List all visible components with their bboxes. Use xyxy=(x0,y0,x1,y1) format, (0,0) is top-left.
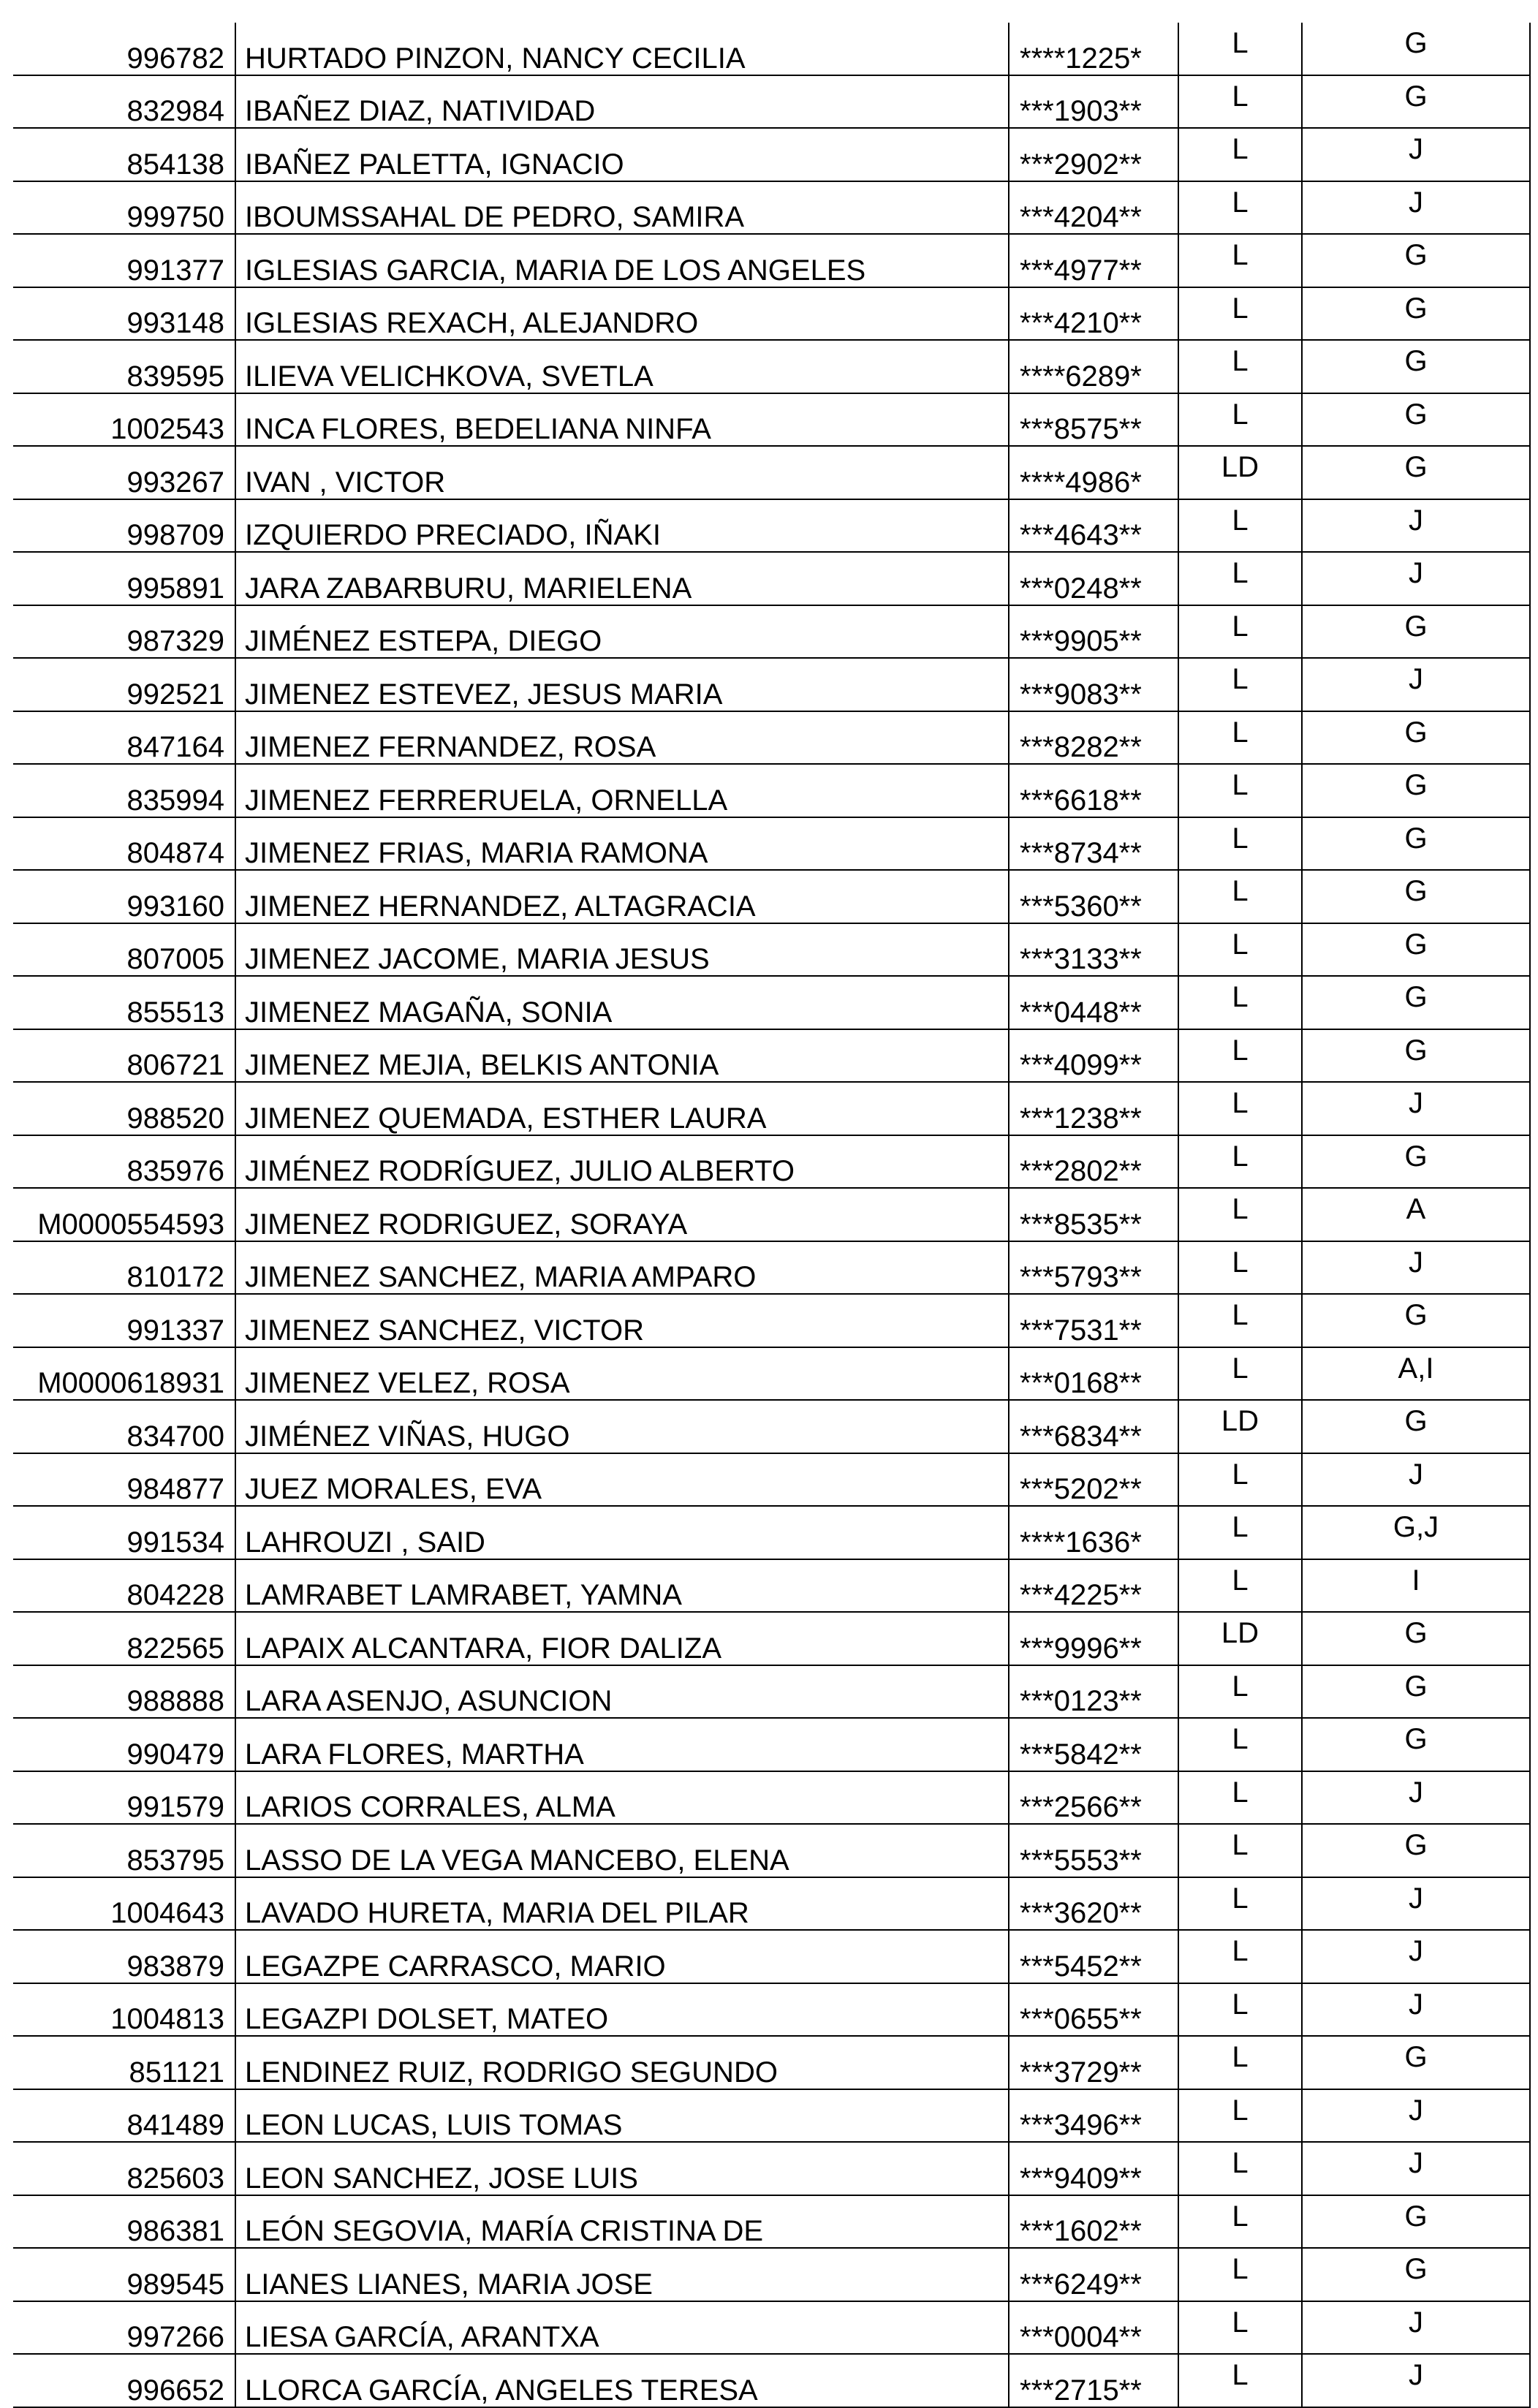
masked-document-cell: ****1636* xyxy=(1009,1506,1178,1559)
table-row xyxy=(13,2195,1530,2249)
group-code-cell: G xyxy=(1302,1400,1530,1453)
type-code-cell: L xyxy=(1178,1559,1302,1613)
masked-document-cell: ***4210** xyxy=(1009,287,1178,341)
registration-id-cell: 986381 xyxy=(13,2195,235,2249)
group-code-cell: J xyxy=(1302,499,1530,553)
type-code-cell: L xyxy=(1178,976,1302,1029)
registration-id-cell: 991337 xyxy=(13,1294,235,1347)
masked-document-cell: ***1903** xyxy=(1009,75,1178,129)
full-name-cell: LEON SANCHEZ, JOSE LUIS xyxy=(235,2142,1009,2195)
masked-document-cell: ***5553** xyxy=(1009,1824,1178,1877)
type-code-cell: L xyxy=(1178,1771,1302,1825)
registration-id-cell: 853795 xyxy=(13,1824,235,1877)
masked-document-cell: ***1238** xyxy=(1009,1082,1178,1135)
group-code-cell: G xyxy=(1302,1665,1530,1719)
table-row xyxy=(13,128,1530,181)
table-row xyxy=(13,605,1530,659)
type-code-cell: L xyxy=(1178,1135,1302,1189)
masked-document-cell: ***4099** xyxy=(1009,1029,1178,1083)
full-name-cell: JIMÉNEZ RODRÍGUEZ, JULIO ALBERTO xyxy=(235,1135,1009,1189)
table-row xyxy=(13,552,1530,605)
type-code-cell: L xyxy=(1178,499,1302,553)
type-code-cell: L xyxy=(1178,1506,1302,1559)
type-code-cell: L xyxy=(1178,1983,1302,2037)
masked-document-cell: ***1602** xyxy=(1009,2195,1178,2249)
registration-id-cell: 855513 xyxy=(13,976,235,1029)
registration-id-cell: 987329 xyxy=(13,605,235,659)
registration-id-cell: 991377 xyxy=(13,234,235,287)
group-code-cell: G xyxy=(1302,1718,1530,1771)
type-code-cell: L xyxy=(1178,923,1302,977)
type-code-cell: L xyxy=(1178,2036,1302,2089)
registration-id-cell: 990479 xyxy=(13,1718,235,1771)
registration-id-cell: 996782 xyxy=(13,23,235,75)
full-name-cell: JIMENEZ SANCHEZ, VICTOR xyxy=(235,1294,1009,1347)
group-code-cell: G xyxy=(1302,923,1530,977)
group-code-cell: J xyxy=(1302,1453,1530,1507)
masked-document-cell: ***2566** xyxy=(1009,1771,1178,1825)
masked-document-cell: ***3729** xyxy=(1009,2036,1178,2089)
masked-document-cell: ***2802** xyxy=(1009,1135,1178,1189)
full-name-cell: LEGAZPI DOLSET, MATEO xyxy=(235,1983,1009,2037)
group-code-cell: G xyxy=(1302,2248,1530,2301)
group-code-cell: I xyxy=(1302,1559,1530,1613)
type-code-cell: L xyxy=(1178,287,1302,341)
registration-id-cell: 834700 xyxy=(13,1400,235,1453)
group-code-cell: G xyxy=(1302,446,1530,499)
full-name-cell: JIMENEZ FERNANDEZ, ROSA xyxy=(235,711,1009,765)
group-code-cell: G xyxy=(1302,234,1530,287)
group-code-cell: G xyxy=(1302,2036,1530,2089)
registration-id-cell: M0000618931 xyxy=(13,1347,235,1401)
masked-document-cell: ***6249** xyxy=(1009,2248,1178,2301)
full-name-cell: IBAÑEZ DIAZ, NATIVIDAD xyxy=(235,75,1009,129)
masked-document-cell: ***4977** xyxy=(1009,234,1178,287)
group-code-cell: J xyxy=(1302,1241,1530,1295)
registration-id-cell: 983879 xyxy=(13,1930,235,1983)
masked-document-cell: ***5452** xyxy=(1009,1930,1178,1983)
registration-id-cell: 841489 xyxy=(13,2089,235,2143)
type-code-cell: L xyxy=(1178,2248,1302,2301)
table-row xyxy=(13,2354,1530,2407)
table-row xyxy=(13,870,1530,923)
group-code-cell: A xyxy=(1302,1188,1530,1241)
full-name-cell: JIMENEZ MAGAÑA, SONIA xyxy=(235,976,1009,1029)
group-code-cell: G xyxy=(1302,1135,1530,1189)
group-code-cell: J xyxy=(1302,2142,1530,2195)
type-code-cell: L xyxy=(1178,1453,1302,1507)
group-code-cell: G xyxy=(1302,1294,1530,1347)
table-row xyxy=(13,287,1530,341)
full-name-cell: LEGAZPE CARRASCO, MARIO xyxy=(235,1930,1009,1983)
full-name-cell: LIESA GARCÍA, ARANTXA xyxy=(235,2301,1009,2355)
table-row xyxy=(13,1135,1530,1189)
masked-document-cell: ***0123** xyxy=(1009,1665,1178,1719)
masked-document-cell: ***2902** xyxy=(1009,128,1178,181)
type-code-cell: L xyxy=(1178,1665,1302,1719)
group-code-cell: J xyxy=(1302,2354,1530,2407)
registration-id-cell: 988520 xyxy=(13,1082,235,1135)
table-row xyxy=(13,1029,1530,1083)
type-code-cell: L xyxy=(1178,870,1302,923)
masked-document-cell: ***6618** xyxy=(1009,764,1178,817)
registration-id-cell: 984877 xyxy=(13,1453,235,1507)
table-row xyxy=(13,1188,1530,1241)
full-name-cell: JIMENEZ FRIAS, MARIA RAMONA xyxy=(235,817,1009,871)
registration-id-cell: 847164 xyxy=(13,711,235,765)
table-row xyxy=(13,1082,1530,1135)
registration-id-cell: 839595 xyxy=(13,340,235,393)
registration-id-cell: 804228 xyxy=(13,1559,235,1613)
group-code-cell: J xyxy=(1302,128,1530,181)
registration-id-cell: 825603 xyxy=(13,2142,235,2195)
group-code-cell: J xyxy=(1302,658,1530,711)
type-code-cell: L xyxy=(1178,393,1302,447)
registration-id-cell: 993148 xyxy=(13,287,235,341)
masked-document-cell: ***2715** xyxy=(1009,2354,1178,2407)
masked-document-cell: ***0168** xyxy=(1009,1347,1178,1401)
registration-id-cell: 832984 xyxy=(13,75,235,129)
masked-document-cell: ***9996** xyxy=(1009,1612,1178,1665)
table-row xyxy=(13,658,1530,711)
registration-id-cell: 851121 xyxy=(13,2036,235,2089)
table-row xyxy=(13,817,1530,871)
type-code-cell: L xyxy=(1178,181,1302,235)
type-code-cell: L xyxy=(1178,1824,1302,1877)
table-row xyxy=(13,1718,1530,1771)
table-row xyxy=(13,1506,1530,1559)
table-row xyxy=(13,340,1530,393)
masked-document-cell: ***3620** xyxy=(1009,1877,1178,1931)
group-code-cell: J xyxy=(1302,2089,1530,2143)
full-name-cell: LIANES LIANES, MARIA JOSE xyxy=(235,2248,1009,2301)
type-code-cell: LD xyxy=(1178,446,1302,499)
full-name-cell: JIMENEZ JACOME, MARIA JESUS xyxy=(235,923,1009,977)
registration-id-cell: 988888 xyxy=(13,1665,235,1719)
registration-id-cell: 835976 xyxy=(13,1135,235,1189)
table-row xyxy=(13,764,1530,817)
masked-document-cell: ***8282** xyxy=(1009,711,1178,765)
type-code-cell: L xyxy=(1178,1241,1302,1295)
group-code-cell: J xyxy=(1302,1983,1530,2037)
full-name-cell: LASSO DE LA VEGA MANCEBO, ELENA xyxy=(235,1824,1009,1877)
group-code-cell: G xyxy=(1302,23,1530,75)
masked-document-cell: ***4225** xyxy=(1009,1559,1178,1613)
type-code-cell: LD xyxy=(1178,1612,1302,1665)
table-row xyxy=(13,1930,1530,1983)
table-row xyxy=(13,23,1530,75)
group-code-cell: J xyxy=(1302,1082,1530,1135)
group-code-cell: G xyxy=(1302,976,1530,1029)
table-row xyxy=(13,1824,1530,1877)
type-code-cell: L xyxy=(1178,234,1302,287)
table-body xyxy=(13,23,1530,2407)
full-name-cell: INCA FLORES, BEDELIANA NINFA xyxy=(235,393,1009,447)
type-code-cell: L xyxy=(1178,764,1302,817)
table-row xyxy=(13,2036,1530,2089)
group-code-cell: J xyxy=(1302,552,1530,605)
table-row xyxy=(13,1877,1530,1931)
masked-document-cell: ***8535** xyxy=(1009,1188,1178,1241)
registration-id-cell: 804874 xyxy=(13,817,235,871)
table-row xyxy=(13,2248,1530,2301)
group-code-cell: G xyxy=(1302,1824,1530,1877)
full-name-cell: LAHROUZI , SAID xyxy=(235,1506,1009,1559)
masked-document-cell: ***9083** xyxy=(1009,658,1178,711)
full-name-cell: LENDINEZ RUIZ, RODRIGO SEGUNDO xyxy=(235,2036,1009,2089)
type-code-cell: L xyxy=(1178,2301,1302,2355)
table-row xyxy=(13,1453,1530,1507)
full-name-cell: JIMENEZ QUEMADA, ESTHER LAURA xyxy=(235,1082,1009,1135)
type-code-cell: L xyxy=(1178,1930,1302,1983)
table-row xyxy=(13,181,1530,235)
applicant-table xyxy=(13,23,1531,2408)
masked-document-cell: ***3496** xyxy=(1009,2089,1178,2143)
masked-document-cell: ****1225* xyxy=(1009,23,1178,75)
registration-id-cell: 854138 xyxy=(13,128,235,181)
masked-document-cell: ***8575** xyxy=(1009,393,1178,447)
registration-id-cell: 993267 xyxy=(13,446,235,499)
full-name-cell: LEON LUCAS, LUIS TOMAS xyxy=(235,2089,1009,2143)
type-code-cell: L xyxy=(1178,1877,1302,1931)
masked-document-cell: ***9905** xyxy=(1009,605,1178,659)
type-code-cell: L xyxy=(1178,2089,1302,2143)
registration-id-cell: 997266 xyxy=(13,2301,235,2355)
registration-id-cell: 999750 xyxy=(13,181,235,235)
full-name-cell: IGLESIAS GARCIA, MARIA DE LOS ANGELES xyxy=(235,234,1009,287)
full-name-cell: JIMENEZ VELEZ, ROSA xyxy=(235,1347,1009,1401)
registration-id-cell: 810172 xyxy=(13,1241,235,1295)
type-code-cell: L xyxy=(1178,75,1302,129)
masked-document-cell: ***7531** xyxy=(1009,1294,1178,1347)
full-name-cell: JIMENEZ HERNANDEZ, ALTAGRACIA xyxy=(235,870,1009,923)
full-name-cell: IGLESIAS REXACH, ALEJANDRO xyxy=(235,287,1009,341)
masked-document-cell: ***0004** xyxy=(1009,2301,1178,2355)
table-row xyxy=(13,923,1530,977)
masked-document-cell: ***5202** xyxy=(1009,1453,1178,1507)
full-name-cell: JIMENEZ SANCHEZ, MARIA AMPARO xyxy=(235,1241,1009,1295)
masked-document-cell: ***8734** xyxy=(1009,817,1178,871)
table-row xyxy=(13,393,1530,447)
masked-document-cell: ***0248** xyxy=(1009,552,1178,605)
full-name-cell: IVAN , VICTOR xyxy=(235,446,1009,499)
table-row xyxy=(13,2142,1530,2195)
type-code-cell: L xyxy=(1178,1029,1302,1083)
type-code-cell: L xyxy=(1178,2354,1302,2407)
full-name-cell: LARIOS CORRALES, ALMA xyxy=(235,1771,1009,1825)
registration-id-cell: 1002543 xyxy=(13,393,235,447)
group-code-cell: G xyxy=(1302,2195,1530,2249)
group-code-cell: G xyxy=(1302,340,1530,393)
masked-document-cell: ***0655** xyxy=(1009,1983,1178,2037)
masked-document-cell: ***5842** xyxy=(1009,1718,1178,1771)
registration-id-cell: 835994 xyxy=(13,764,235,817)
full-name-cell: JIMENEZ RODRIGUEZ, SORAYA xyxy=(235,1188,1009,1241)
full-name-cell: LAVADO HURETA, MARIA DEL PILAR xyxy=(235,1877,1009,1931)
type-code-cell: L xyxy=(1178,605,1302,659)
type-code-cell: L xyxy=(1178,23,1302,75)
type-code-cell: L xyxy=(1178,1082,1302,1135)
group-code-cell: J xyxy=(1302,1877,1530,1931)
registration-id-cell: 993160 xyxy=(13,870,235,923)
full-name-cell: LARA ASENJO, ASUNCION xyxy=(235,1665,1009,1719)
full-name-cell: JIMENEZ MEJIA, BELKIS ANTONIA xyxy=(235,1029,1009,1083)
type-code-cell: LD xyxy=(1178,1400,1302,1453)
registration-id-cell: 991579 xyxy=(13,1771,235,1825)
group-code-cell: G xyxy=(1302,1029,1530,1083)
table-row xyxy=(13,446,1530,499)
type-code-cell: L xyxy=(1178,552,1302,605)
type-code-cell: L xyxy=(1178,711,1302,765)
table-row xyxy=(13,1771,1530,1825)
registration-id-cell: 998709 xyxy=(13,499,235,553)
type-code-cell: L xyxy=(1178,658,1302,711)
registration-id-cell: 989545 xyxy=(13,2248,235,2301)
masked-document-cell: ***5360** xyxy=(1009,870,1178,923)
type-code-cell: L xyxy=(1178,340,1302,393)
table-row xyxy=(13,1347,1530,1401)
full-name-cell: JIMENEZ ESTEVEZ, JESUS MARIA xyxy=(235,658,1009,711)
table-row xyxy=(13,499,1530,553)
full-name-cell: JIMENEZ FERRERUELA, ORNELLA xyxy=(235,764,1009,817)
group-code-cell: G xyxy=(1302,75,1530,129)
full-name-cell: HURTADO PINZON, NANCY CECILIA xyxy=(235,23,1009,75)
table-row xyxy=(13,1241,1530,1295)
group-code-cell: G xyxy=(1302,764,1530,817)
full-name-cell: LARA FLORES, MARTHA xyxy=(235,1718,1009,1771)
table-row xyxy=(13,234,1530,287)
group-code-cell: J xyxy=(1302,1771,1530,1825)
masked-document-cell: ***0448** xyxy=(1009,976,1178,1029)
type-code-cell: L xyxy=(1178,1188,1302,1241)
masked-document-cell: ***9409** xyxy=(1009,2142,1178,2195)
group-code-cell: J xyxy=(1302,2301,1530,2355)
full-name-cell: JIMÉNEZ VIÑAS, HUGO xyxy=(235,1400,1009,1453)
type-code-cell: L xyxy=(1178,1718,1302,1771)
type-code-cell: L xyxy=(1178,1294,1302,1347)
group-code-cell: G xyxy=(1302,1612,1530,1665)
full-name-cell: ILIEVA VELICHKOVA, SVETLA xyxy=(235,340,1009,393)
registration-id-cell: M0000554593 xyxy=(13,1188,235,1241)
registration-id-cell: 995891 xyxy=(13,552,235,605)
group-code-cell: J xyxy=(1302,181,1530,235)
registration-id-cell: 996652 xyxy=(13,2354,235,2407)
group-code-cell: G,J xyxy=(1302,1506,1530,1559)
full-name-cell: LAPAIX ALCANTARA, FIOR DALIZA xyxy=(235,1612,1009,1665)
type-code-cell: L xyxy=(1178,1347,1302,1401)
table-row xyxy=(13,1983,1530,2037)
registration-id-cell: 1004643 xyxy=(13,1877,235,1931)
masked-document-cell: ****4986* xyxy=(1009,446,1178,499)
registration-id-cell: 822565 xyxy=(13,1612,235,1665)
registration-id-cell: 1004813 xyxy=(13,1983,235,2037)
type-code-cell: L xyxy=(1178,128,1302,181)
registration-id-cell: 806721 xyxy=(13,1029,235,1083)
full-name-cell: JARA ZABARBURU, MARIELENA xyxy=(235,552,1009,605)
group-code-cell: A,I xyxy=(1302,1347,1530,1401)
full-name-cell: IBAÑEZ PALETTA, IGNACIO xyxy=(235,128,1009,181)
masked-document-cell: ***6834** xyxy=(1009,1400,1178,1453)
table-row xyxy=(13,1559,1530,1613)
group-code-cell: G xyxy=(1302,870,1530,923)
type-code-cell: L xyxy=(1178,2195,1302,2249)
full-name-cell: LLORCA GARCÍA, ANGELES TERESA xyxy=(235,2354,1009,2407)
masked-document-cell: ****6289* xyxy=(1009,340,1178,393)
table-row xyxy=(13,1612,1530,1665)
table-row xyxy=(13,75,1530,129)
table-row xyxy=(13,711,1530,765)
group-code-cell: G xyxy=(1302,711,1530,765)
full-name-cell: LAMRABET LAMRABET, YAMNA xyxy=(235,1559,1009,1613)
registration-id-cell: 807005 xyxy=(13,923,235,977)
group-code-cell: G xyxy=(1302,393,1530,447)
full-name-cell: JIMÉNEZ ESTEPA, DIEGO xyxy=(235,605,1009,659)
type-code-cell: L xyxy=(1178,2142,1302,2195)
table-row xyxy=(13,2301,1530,2355)
table-row xyxy=(13,1294,1530,1347)
group-code-cell: G xyxy=(1302,605,1530,659)
group-code-cell: G xyxy=(1302,287,1530,341)
registration-id-cell: 992521 xyxy=(13,658,235,711)
group-code-cell: J xyxy=(1302,1930,1530,1983)
masked-document-cell: ***4204** xyxy=(1009,181,1178,235)
table-row xyxy=(13,976,1530,1029)
full-name-cell: LEÓN SEGOVIA, MARÍA CRISTINA DE xyxy=(235,2195,1009,2249)
table-row xyxy=(13,1665,1530,1719)
full-name-cell: IZQUIERDO PRECIADO, IÑAKI xyxy=(235,499,1009,553)
registration-id-cell: 991534 xyxy=(13,1506,235,1559)
masked-document-cell: ***5793** xyxy=(1009,1241,1178,1295)
type-code-cell: L xyxy=(1178,817,1302,871)
table-row xyxy=(13,2089,1530,2143)
group-code-cell: G xyxy=(1302,817,1530,871)
masked-document-cell: ***3133** xyxy=(1009,923,1178,977)
full-name-cell: JUEZ MORALES, EVA xyxy=(235,1453,1009,1507)
masked-document-cell: ***4643** xyxy=(1009,499,1178,553)
table-row xyxy=(13,1400,1530,1453)
full-name-cell: IBOUMSSAHAL DE PEDRO, SAMIRA xyxy=(235,181,1009,235)
